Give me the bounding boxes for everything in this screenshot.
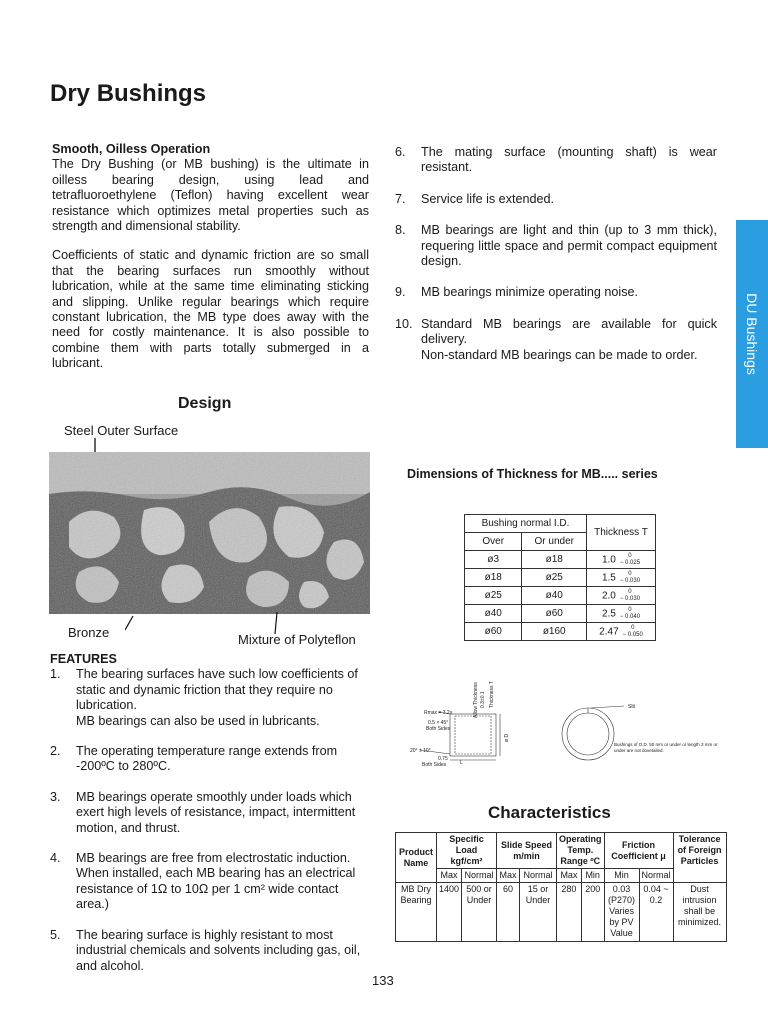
design-heading: Design bbox=[178, 395, 232, 412]
list-item: 1. The bearing surfaces have such low coefficients of static and dynamic friction that they require no lubrication. MB bearings can also be used in lubricants. bbox=[50, 667, 358, 728]
microstructure-image bbox=[49, 452, 370, 614]
col-tolerance: Tolerance of Foreign Particles bbox=[673, 833, 726, 883]
intro-section bbox=[52, 142, 369, 386]
col-friction: Friction Coefficient μ bbox=[604, 833, 673, 869]
col-load: Specific Load kgf/cm² bbox=[437, 833, 497, 869]
side-tab bbox=[736, 220, 768, 448]
table-row: ø60 ø160 2.47 0 − 0.050 bbox=[465, 623, 656, 641]
table-row: ø25 ø40 2.0 0 − 0.030 bbox=[465, 587, 656, 605]
table-row: ø40 ø60 2.5 0 − 0.040 bbox=[465, 605, 656, 623]
characteristics-table: Product Name Specific Load kgf/cm² Slide Speed m/min Operating Temp. Range ºC Friction Coefficient μ Tolerance of Foreign Particles Max Normal Max Normal Max Min Min Normal MB Dry Bearing 1400 500 or Under 60 15 or Under 280 200 0.03 (P270) Varies by PV Value 0.04 ~ 0.2 Dust intrusion shall be minimized. bbox=[395, 832, 727, 942]
drawing-phi-d: ø D bbox=[504, 733, 510, 742]
list-item: 3. MB bearings operate smoothly under loads which exert high levels of resistance, impact, intermittent motion, and thrust. bbox=[50, 789, 356, 835]
intro-paragraph-2: Coefficients of static and dynamic friction are so small that the bearing surfaces run smoothly without lubrication, while at the same time eliminating sticking and slipping. Unlike regular bearings which require constant lubrication, the MB type does away with the need for costly maintenance. It is also possible to combine them with parts totally submerged in a lubricant. bbox=[52, 248, 369, 371]
col-speed: Slide Speed m/min bbox=[497, 833, 557, 869]
col-product: Product Name bbox=[396, 833, 437, 883]
features-section bbox=[50, 652, 370, 989]
list-item: 4. MB bearings are free from electrostatic induction. When installed, each MB bearing has an electrical resistance of 1Ω to 10Ω per 1 cm² wide contact area.) bbox=[50, 851, 356, 912]
list-item: 5. The bearing surface is highly resistant to most industrial chemicals and solvents including gas, oil, and alcohol. bbox=[50, 927, 361, 973]
col-under-header: Or under bbox=[522, 533, 587, 551]
dimensions-heading: Dimensions of Thickness for MB..... series bbox=[407, 467, 658, 481]
list-item: 6. The mating surface (mounting shaft) is wear resistant. bbox=[395, 145, 717, 175]
page-title: Dry Bushings bbox=[50, 80, 207, 107]
table-row: ø18 ø25 1.5 0 − 0.030 bbox=[465, 569, 656, 587]
drawing-allow-val: 0.3±0.1 bbox=[480, 691, 486, 708]
page-number: 133 bbox=[372, 973, 394, 988]
label-steel-outer-surface: Steel Outer Surface bbox=[64, 423, 179, 438]
characteristics-heading: Characteristics bbox=[488, 803, 611, 822]
list-item: 10. Standard MB bearings are available for quick delivery. Non-standard MB bearings can be made to order. bbox=[395, 316, 717, 362]
drawing-allow: Allow Thickness bbox=[473, 682, 479, 718]
list-item: 7. Service life is extended. bbox=[395, 191, 555, 206]
col-thickness-header: Thickness T bbox=[587, 515, 656, 551]
table-row: MB Dry Bearing 1400 500 or Under 60 15 or Under 280 200 0.03 (P270) Varies by PV Value 0.04 ~ 0.2 Dust intrusion shall be minimized. bbox=[396, 883, 727, 942]
list-item: 9. MB bearings minimize operating noise. bbox=[395, 285, 638, 300]
list-item: 2. The operating temperature range extends from -200ºC to 280ºC. bbox=[50, 744, 338, 774]
side-tab-label: DU Bushings bbox=[744, 293, 760, 375]
drawing-chamfer2: 20° ± 10° bbox=[410, 748, 431, 754]
features-list-continued bbox=[395, 145, 717, 379]
drawing-both-sides2: Both Sides bbox=[422, 762, 447, 768]
intro-text-1: The Dry Bushing (or MB bushing) is the ultimate in oilless bearing design, using lead and tetrafluoroethylene (Teflon) having excellent wear resistance which optimizes metal properties such as strength and dimensional stability. bbox=[52, 157, 369, 234]
drawing-length: L bbox=[460, 760, 463, 766]
drawing-dim-075: 0.75 bbox=[438, 756, 448, 762]
col-temp: Operating Temp. Range ºC bbox=[557, 833, 605, 869]
col-group-header: Bushing normal I.D. bbox=[465, 515, 587, 533]
dimensions-table bbox=[464, 514, 656, 641]
features-heading: FEATURES bbox=[50, 652, 117, 666]
drawing-note: Bushings of O.D. 50 mm or under or length 3 mm or under are not dovetailed. bbox=[614, 742, 718, 753]
drawing-both-sides1: Both Sides bbox=[426, 726, 451, 732]
intro-subtitle: Smooth, Oilless Operation bbox=[52, 142, 211, 156]
label-bronze: Bronze bbox=[68, 625, 110, 640]
table-row: ø3 ø18 1.0 0 − 0.025 bbox=[465, 551, 656, 569]
drawing-chamfer1: 0.5 × 45° bbox=[428, 720, 449, 726]
col-over-header: Over bbox=[465, 533, 522, 551]
drawing-slit: Slit bbox=[628, 704, 635, 710]
pointer-lines bbox=[125, 600, 285, 640]
list-item: 8. MB bearings are light and thin (up to 3 mm thick), requering little space and permit compact equipment design. bbox=[395, 223, 717, 269]
intro-paragraph-1 bbox=[52, 142, 369, 234]
bushing-technical-drawing bbox=[398, 676, 718, 776]
drawing-thickness: Thickness T bbox=[489, 681, 495, 708]
label-mixture-of-polyteflon: Mixture of Polyteflon bbox=[238, 632, 356, 647]
drawing-rmax: Rmax = 3.2s bbox=[424, 710, 453, 716]
